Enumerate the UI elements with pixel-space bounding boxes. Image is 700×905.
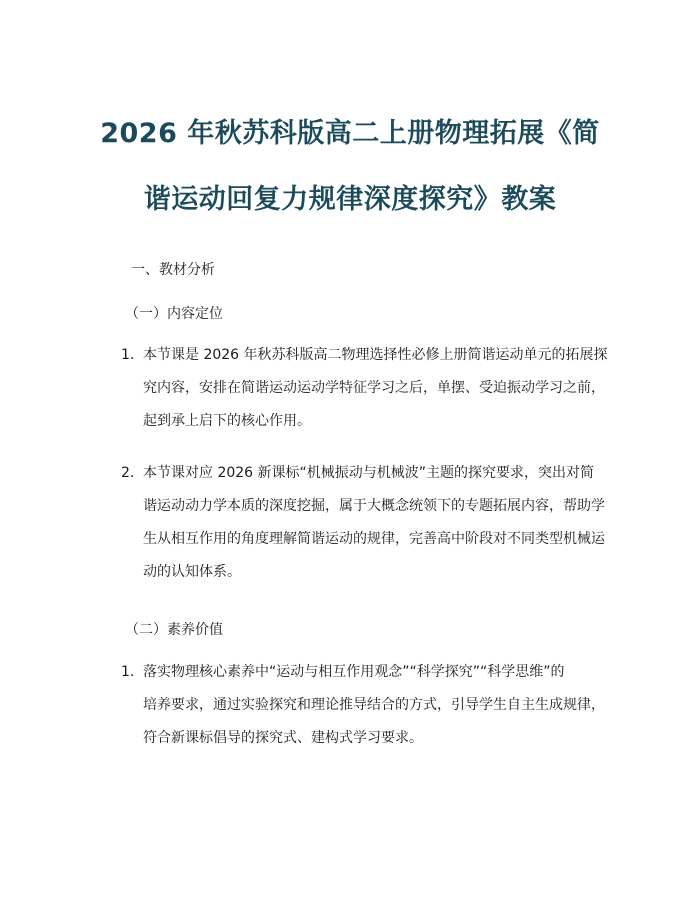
list-item-line: 生从相互作用的角度理解简谐运动的规律，完善高中阶段对不同类型机械运 <box>143 531 605 547</box>
document-title-line-1: 2026 年秋苏科版高二上册物理拓展《简 <box>100 118 600 149</box>
list-item-line: 本节课是 2026 年秋苏科版高二物理选择性必修上册简谐运动单元的拓展探 <box>143 347 608 363</box>
list-item-text <box>143 656 613 755</box>
list-item-line: 培养要求，通过实验探究和理论推导结合的方式，引导学生自主生成规律， <box>143 697 605 713</box>
list-item-text <box>143 339 613 438</box>
list-item-line: 动的认知体系。 <box>143 564 241 580</box>
document-title-line-2: 谐运动回复力规律深度探究》教案 <box>143 184 557 215</box>
list-item-text <box>143 457 613 589</box>
section-heading: 一、教材分析 <box>131 262 215 278</box>
list-item-line: 谐运动动力学本质的深度挖掘，属于大概念统领下的专题拓展内容，帮助学 <box>143 498 605 514</box>
list-item-number: 2. <box>121 465 135 481</box>
subsection-heading-literacy-value: （二）素养价值 <box>125 622 223 638</box>
list-item-line: 符合新课标倡导的探究式、建构式学习要求。 <box>143 730 423 746</box>
list-item-number: 1. <box>121 347 135 363</box>
list-item-line: 究内容，安排在简谐运动运动学特征学习之后，单摆、受迫振动学习之前， <box>143 380 605 396</box>
list-item-line: 起到承上启下的核心作用。 <box>143 413 311 429</box>
list-item-line: 落实物理核心素养中“运动与相互作用观念”“科学探究”“科学思维”的 <box>143 664 565 680</box>
list-item-number: 1. <box>121 664 135 680</box>
list-item-line: 本节课对应 2026 新课标“机械振动与机械波”主题的探究要求，突出对简 <box>143 465 595 481</box>
subsection-heading-content-positioning: （一）内容定位 <box>125 306 223 322</box>
